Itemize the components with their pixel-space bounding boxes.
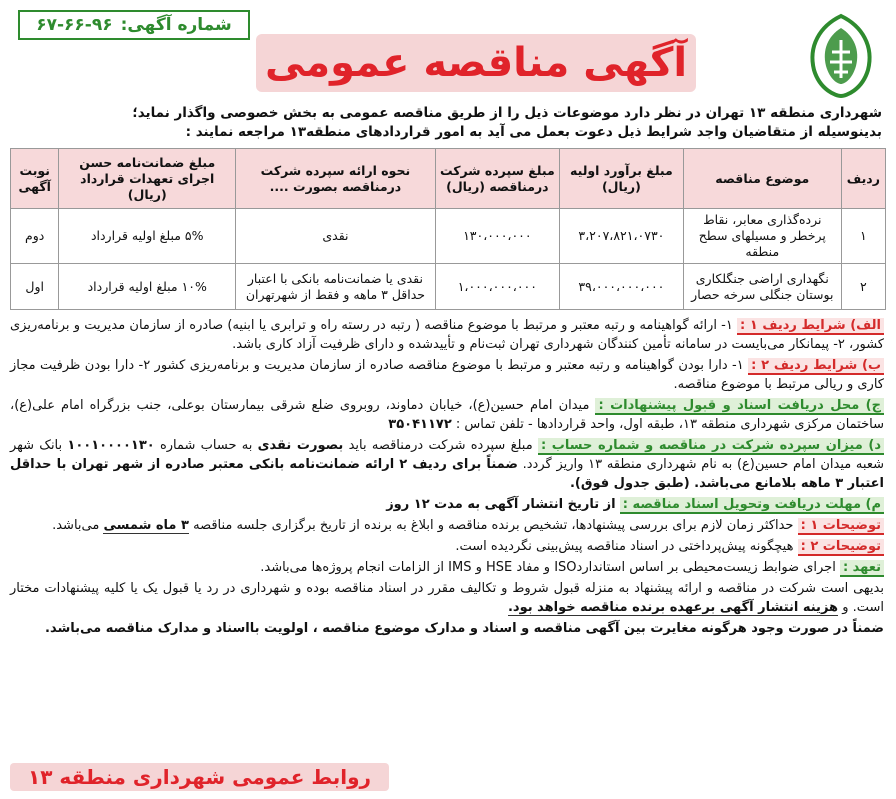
cell-round: اول <box>11 264 59 310</box>
note-1-bold: ۳ ماه شمسی <box>103 518 189 533</box>
section-e-text: از تاریخ انتشار آگهی به مدت ۱۲ روز <box>386 497 616 512</box>
paragraph-1-text: بدیهی است شرکت در مناقصه و ارائه پیشنهاد به منزله قبول شروط و تکالیف مقرر در اسناد مناقصه بوده و شهرداری در رد یا قبول یک یا کلیه پیشنهادات مختار است. و <box>10 581 884 615</box>
intro-line-1: شهرداری منطقه ۱۳ تهران در نظر دارد موضوعات ذیل را از طریق مناقصه عمومی به بخش خصوصی واگذار نماید؛ <box>132 105 882 121</box>
cell-deposit: ۱،۰۰۰،۰۰۰،۰۰۰ <box>435 264 559 310</box>
note-2-text: هیچگونه پیش‌پرداختی در اسناد مناقصه پیش‌بینی نگردیده است. <box>455 539 794 554</box>
section-e <box>10 495 884 514</box>
cell-subject: نگهداری اراضی جنگلکاری بوستان جنگلی سرخه حصار <box>683 264 841 310</box>
section-d-text-2: به حساب شماره <box>159 438 253 453</box>
col-header-guarantee: مبلغ ضمانت‌نامه حسن اجرای تعهدات قرارداد (ریال) <box>59 149 236 209</box>
commitment <box>10 558 884 577</box>
section-c-label: ج) محل دریافت اسناد و قبول پیشنهادات : <box>595 398 884 415</box>
section-c <box>10 396 884 434</box>
notice-title: آگهی مناقصه عمومی <box>264 40 688 86</box>
col-header-subject: موضوع مناقصه <box>683 149 841 209</box>
section-e-label: م) مهلت دریافت وتحویل اسناد مناقصه : <box>620 497 884 514</box>
cell-deposit-method: نقدی <box>236 209 436 264</box>
section-d <box>10 436 884 493</box>
cell-guarantee: ۱۰% مبلغ اولیه قرارداد <box>59 264 236 310</box>
section-d-bold-1: بصورت نقدی <box>257 438 344 453</box>
cell-deposit: ۱۳۰،۰۰۰،۰۰۰ <box>435 209 559 264</box>
section-d-text-1: مبلغ سپرده شرکت درمناقصه باید <box>348 438 533 453</box>
note-2 <box>10 537 884 556</box>
note-1-text-1: حداکثر زمان لازم برای بررسی پیشنهادها، تشخیص برنده مناقصه و ابلاغ به برنده از تاریخ برگزاری جلسه مناقصه <box>193 518 794 533</box>
cell-guarantee: ۵% مبلغ اولیه قرارداد <box>59 209 236 264</box>
section-c-text: میدان امام حسین(ع)، خیابان دماوند، روبروی ضلع شرقی بیمارستان بوعلی، جنب بزرگراه امام علی(ع)، ساختمان مرکزی شهرداری منطقه ۱۳، طبقه اول، واحد قراردادها - تلفن تماس : <box>10 398 884 432</box>
note-2-label: توضیحات ۲ : <box>798 539 884 556</box>
tehran-municipality-logo-icon <box>802 12 880 98</box>
col-header-row-number: ردیف <box>841 149 885 209</box>
cell-subject: نرده‌گذاری معابر، نقاط پرخطر و مسیلهای سطح منطقه <box>683 209 841 264</box>
ad-number-value: ۶۷-۶۶-۹۶ <box>36 15 113 35</box>
col-header-deposit-method: نحوه ارائه سپرده شرکت درمناقصه بصورت .... <box>236 149 436 209</box>
cell-estimate: ۳،۲۰۷،۸۲۱،۰۷۳۰ <box>559 209 683 264</box>
col-header-round: نوبت آگهی <box>11 149 59 209</box>
col-header-deposit: مبلغ سپرده شرکت درمناقصه (ریال) <box>435 149 559 209</box>
ad-number-box <box>18 10 250 40</box>
cell-estimate: ۳۹،۰۰۰،۰۰۰،۰۰۰ <box>559 264 683 310</box>
section-a-text: ۱- ارائه گواهینامه و رتبه معتبر و مرتبط با موضوع مناقصه ( رتبه در رسته راه و ترابری یا ابنیه) صادره از سازمان مدیریت و برنامه‌ریزی کشور، ۲- پیمانکار می‌بایست در سامانه تأمین کنندگان شهرداری تهران ثبت‌نام و تأییدشده و دارای ظرفیت آزاد کاری باشد. <box>10 318 884 352</box>
footer-signature: روابط عمومی شهرداری منطقه ۱۳ <box>10 763 389 791</box>
col-header-estimate: مبلغ برآورد اولیه (ریال) <box>559 149 683 209</box>
paragraph-2 <box>10 619 884 638</box>
notice-header <box>10 6 886 102</box>
section-d-text-3: بانک شهر شعبه میدان امام حسین(ع) به نام شهرداری منطقه ۱۳ واریز گردد. <box>10 438 884 472</box>
intro-line-2: بدینوسیله از متقاضیان واجد شرایط ذیل دعوت بعمل می آید به امور قراردادهای منطقه۱۳ مراجعه نمایند : <box>185 124 882 140</box>
cell-deposit-method: نقدی یا ضمانت‌نامه بانکی با اعتبار حداقل ۳ ماهه و فقط از شهرتهران <box>236 264 436 310</box>
note-1-label: توضیحات ۱ : <box>798 518 884 535</box>
note-1 <box>10 516 884 535</box>
ad-number-label: شماره آگهی: <box>120 15 232 35</box>
intro-text <box>10 104 886 142</box>
paragraph-1-bold: هزینه انتشار آگهی برعهده برنده مناقصه خواهد بود. <box>507 600 839 615</box>
section-b-label: ب) شرایط ردیف ۲ : <box>748 358 884 375</box>
section-d-label: د) میزان سپرده شرکت در مناقصه و شماره حساب : <box>538 438 884 455</box>
notice-title-box <box>256 34 696 92</box>
paragraph-1 <box>10 579 884 617</box>
cell-row-number: ۲ <box>841 264 885 310</box>
conditions-body <box>10 316 886 638</box>
section-a-label: الف) شرایط ردیف ۱ : <box>737 318 884 335</box>
cell-row-number: ۱ <box>841 209 885 264</box>
tender-table <box>10 148 886 310</box>
footer <box>10 761 886 793</box>
section-d-account: ۱۰۰۱۰۰۰۰۱۳۰ <box>67 438 155 453</box>
commitment-label: تعهد : <box>840 560 884 577</box>
table-row <box>11 264 886 310</box>
section-a <box>10 316 884 354</box>
table-header-row <box>11 149 886 209</box>
table-row <box>11 209 886 264</box>
commitment-text: اجرای ضوابط زیست‌محیطی بر اساس استانداردISO و مفاد HSE و IMS از الزامات انجام پروژه‌ها می‌باشد. <box>260 560 836 575</box>
section-d-bold-2: ضمناً برای ردیف ۲ ارائه ضمانت‌نامه بانکی معتبر صادره از شهر تهران با حداقل اعتبار ۳ ماهه بلامانع می‌باشد. (طبق جدول فوق). <box>10 457 884 491</box>
paragraph-2-text: ضمناً در صورت وجود هرگونه مغایرت بین آگهی مناقصه و اسناد و مدارک موضوع مناقصه ، اولویت بااسناد و مدارک مناقصه می‌باشد. <box>45 621 884 636</box>
cell-round: دوم <box>11 209 59 264</box>
section-c-phone: ۳۵۰۴۱۱۷۲ <box>388 417 452 432</box>
section-b-text: ۱- دارا بودن گواهینامه و رتبه معتبر و مرتبط با موضوع مناقصه صادره از سازمان مدیریت و برنامه‌ریزی کشور ۲- دارا بودن ظرفیت مجاز کاری و ریالی مرتبط با موضوع مناقصه. <box>10 358 884 392</box>
section-b <box>10 356 884 394</box>
note-1-text-2: می‌باشد. <box>52 518 100 533</box>
